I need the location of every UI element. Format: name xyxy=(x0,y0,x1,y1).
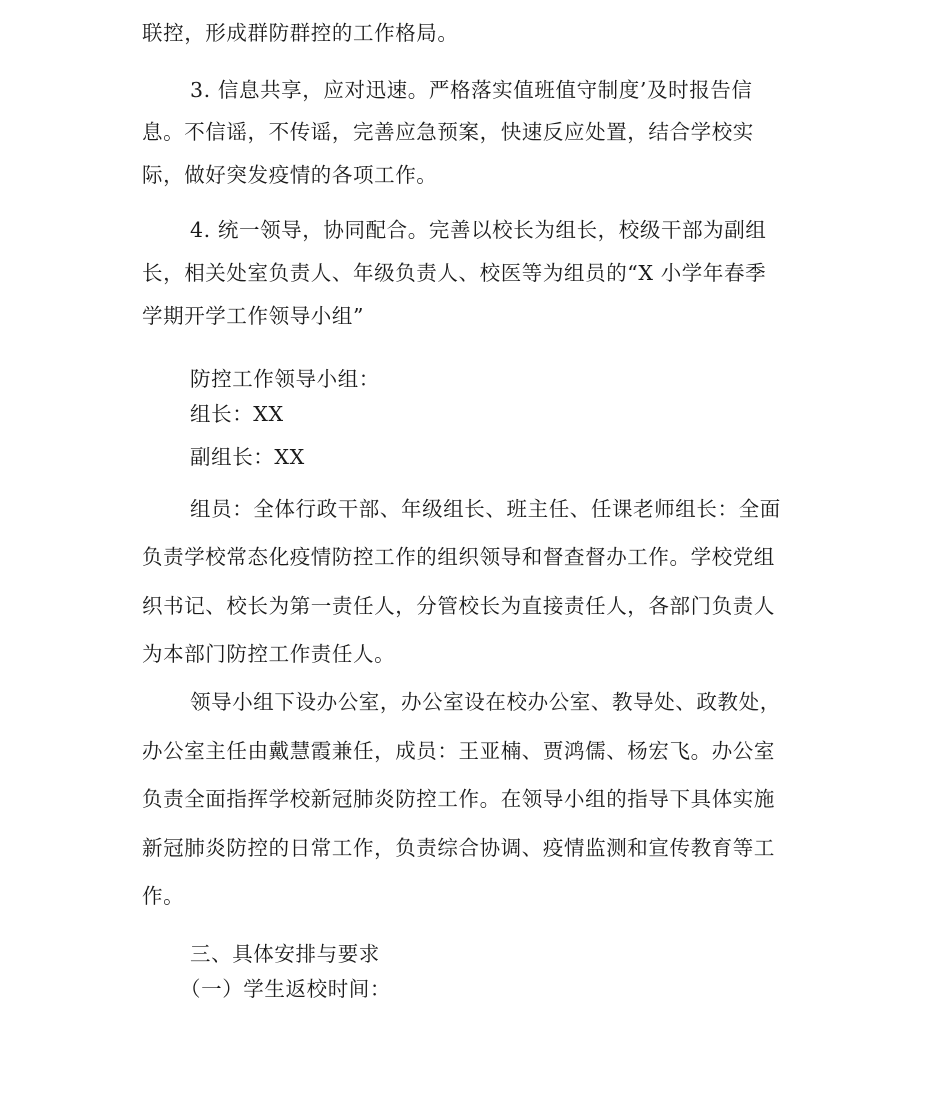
paragraph-line: 息。不信谣，不传谣，完善应急预案，快速反应处置，结合学校实 xyxy=(142,120,754,144)
paragraph-line: 织书记、校长为第一责任人，分管校长为直接责任人，各部门负责人 xyxy=(142,594,775,618)
paragraph-line: 负责学校常态化疫情防控工作的组织领导和督查督办工作。学校党组 xyxy=(142,545,775,569)
paragraph-line: 联控，形成群防群控的工作格局。 xyxy=(142,21,459,45)
paragraph-line: 办公室主任由戴慧霞兼任，成员：王亚楠、贾鸿儒、杨宏飞。办公室 xyxy=(142,739,775,763)
paragraph-line: 领导小组下设办公室，办公室设在校办公室、教导处、政教处， xyxy=(190,690,781,714)
section-heading: 防控工作领导小组： xyxy=(190,367,380,391)
paragraph-line: 4. 统一领导，协同配合。完善以校长为组长，校级干部为副组 xyxy=(190,218,767,242)
paragraph-line: 长，相关处室负责人、年级负责人、校医等为组员的“X 小学年春季 xyxy=(142,261,767,285)
paragraph-line: 3. 信息共享，应对迅速。严格落实值班值守制度’及时报告信 xyxy=(190,78,753,102)
paragraph-line: 作。 xyxy=(142,884,185,908)
leader-line: 组长：XX xyxy=(190,402,284,426)
subsection-heading: （一）学生返校时间： xyxy=(180,977,391,1001)
section-heading: 三、具体安排与要求 xyxy=(190,942,380,966)
paragraph-line: 组员：全体行政干部、年级组长、班主任、任课老师组长：全面 xyxy=(190,497,781,521)
deputy-leader-line: 副组长：XX xyxy=(190,445,305,469)
paragraph-line: 为本部门防控工作责任人。 xyxy=(142,642,396,666)
paragraph-line: 新冠肺炎防控的日常工作，负责综合协调、疫情监测和宣传教育等工 xyxy=(142,836,775,860)
paragraph-line: 负责全面指挥学校新冠肺炎防控工作。在领导小组的指导下具体实施 xyxy=(142,787,775,811)
paragraph-line: 际，做好突发疫情的各项工作。 xyxy=(142,163,438,187)
paragraph-line: 学期开学工作领导小组” xyxy=(142,304,365,328)
